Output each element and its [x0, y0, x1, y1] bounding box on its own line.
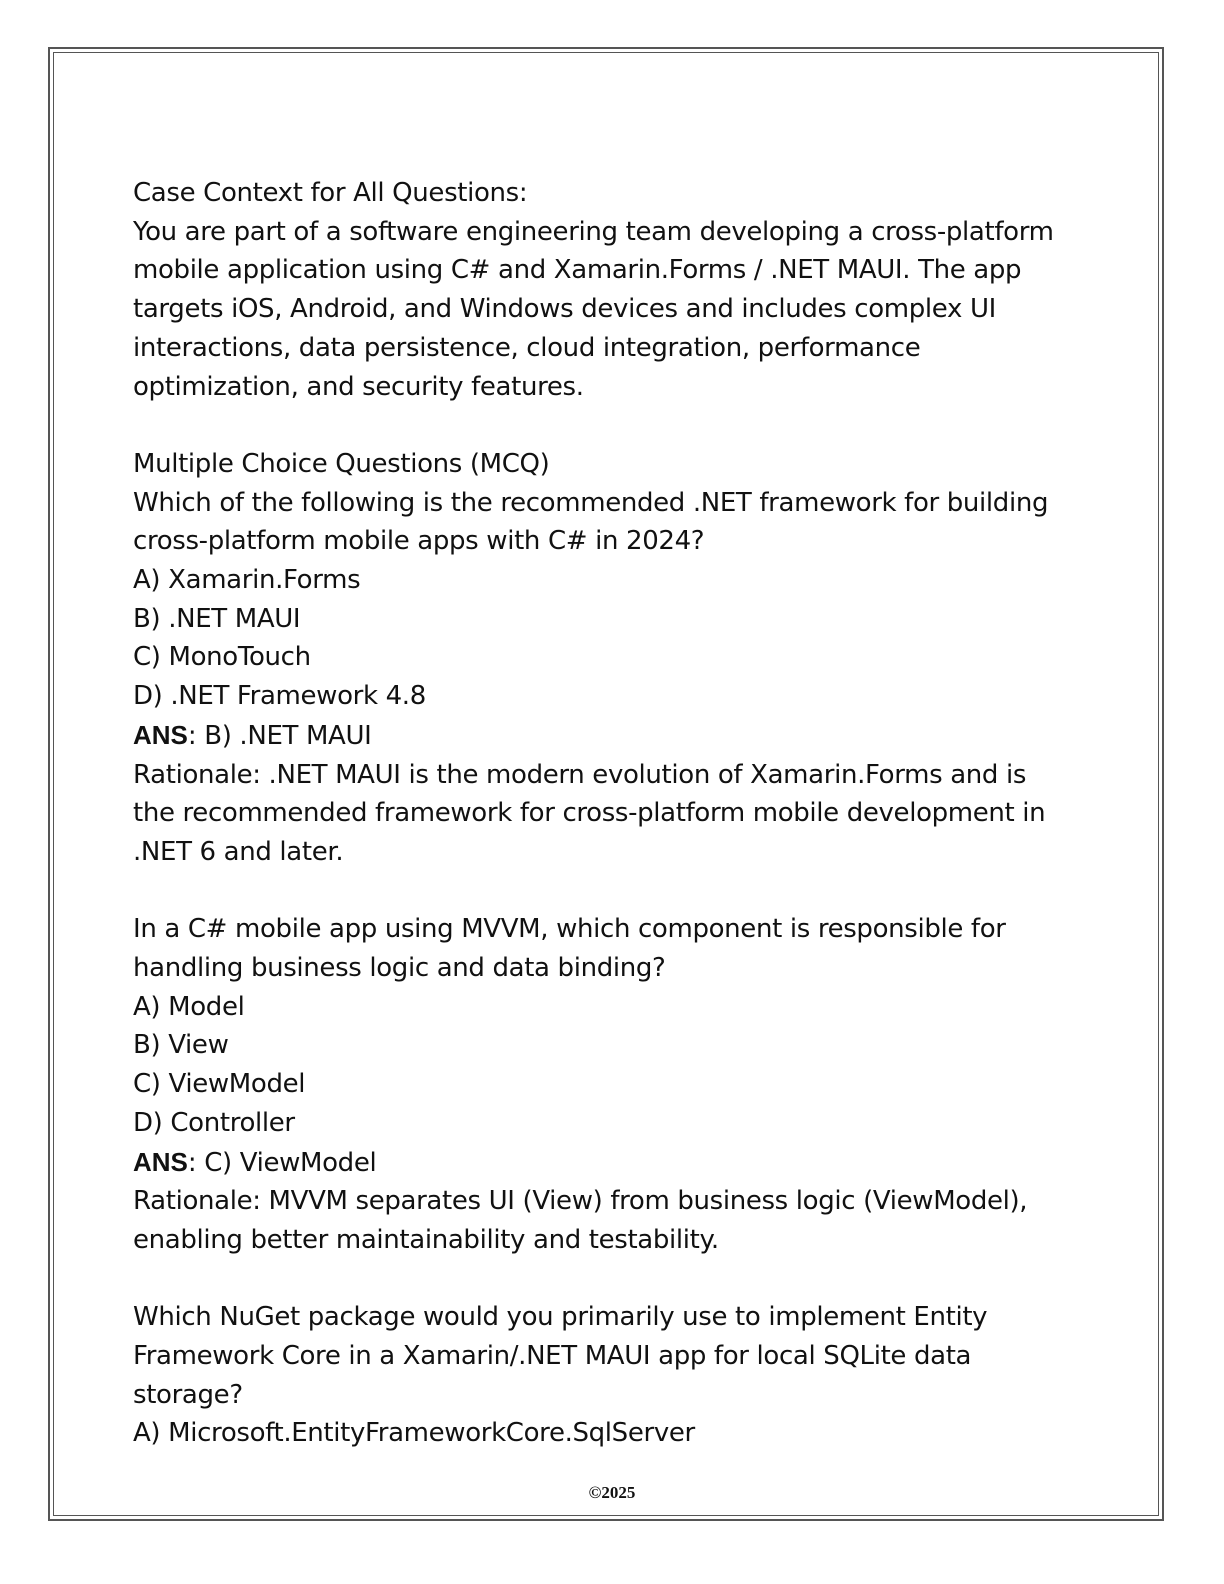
- spacer: [133, 872, 1093, 911]
- q3-question-line: storage?: [133, 1379, 243, 1410]
- q1-answer: [133, 716, 1093, 756]
- q1-rationale-line: .NET 6 and later.: [133, 836, 344, 867]
- q2-option-a: A) Model: [133, 991, 245, 1022]
- context-line: You are part of a software engineering team developing a cross-platform: [133, 216, 1054, 247]
- context-line: mobile application using C# and Xamarin.Forms / .NET MAUI. The app: [133, 255, 1022, 286]
- q2-answer-value: : C) ViewModel: [187, 1147, 377, 1178]
- q1-question-line: Which of the following is the recommended .NET framework for building: [133, 487, 1049, 518]
- q1-rationale-line: the recommended framework for cross-platform mobile development in: [133, 798, 1046, 829]
- q1-answer-label: ANS: [133, 719, 188, 750]
- q2-option-c: C) ViewModel: [133, 1069, 306, 1100]
- spacer: [133, 406, 1093, 445]
- q1-question-line: cross-platform mobile apps with C# in 2024?: [133, 526, 705, 557]
- q2-answer-label: ANS: [133, 1146, 188, 1177]
- q2-rationale-line: Rationale: MVVM separates UI (View) from business logic (ViewModel),: [133, 1186, 1028, 1217]
- q3-question-line: Framework Core in a Xamarin/.NET MAUI app for local SQLite data: [133, 1341, 972, 1372]
- q1-option-d: D) .NET Framework 4.8: [133, 681, 426, 712]
- context-line: targets iOS, Android, and Windows devices and includes complex UI: [133, 294, 996, 325]
- copyright-footer: ©2025: [588, 1483, 636, 1502]
- context-heading: Case Context for All Questions:: [133, 178, 528, 208]
- q3-question-line: Which NuGet package would you primarily use to implement Entity: [133, 1302, 988, 1333]
- q1-option-b: B) .NET MAUI: [133, 603, 301, 634]
- context-line: optimization, and security features.: [133, 371, 584, 402]
- q2-rationale-line: enabling better maintainability and testability.: [133, 1224, 719, 1255]
- q2-question-line: In a C# mobile app using MVVM, which component is responsible for: [133, 914, 1006, 945]
- q2-option-d: D) Controller: [133, 1107, 295, 1138]
- q2-option-b: B) View: [133, 1030, 229, 1061]
- q2-question-line: handling business logic and data binding?: [133, 953, 666, 984]
- q2-answer: [133, 1143, 1093, 1183]
- section-heading: Multiple Choice Questions (MCQ): [133, 448, 550, 479]
- q1-answer-value: : B) .NET MAUI: [187, 720, 372, 751]
- q1-rationale-line: Rationale: .NET MAUI is the modern evolution of Xamarin.Forms and is: [133, 759, 1027, 790]
- context-line: interactions, data persistence, cloud integration, performance: [133, 332, 921, 363]
- q1-option-a: A) Xamarin.Forms: [133, 565, 361, 596]
- q3-option-a: A) Microsoft.EntityFrameworkCore.SqlServer: [133, 1418, 695, 1449]
- spacer: [133, 1260, 1093, 1299]
- page-content: [133, 174, 1093, 1453]
- q1-option-c: C) MonoTouch: [133, 642, 311, 673]
